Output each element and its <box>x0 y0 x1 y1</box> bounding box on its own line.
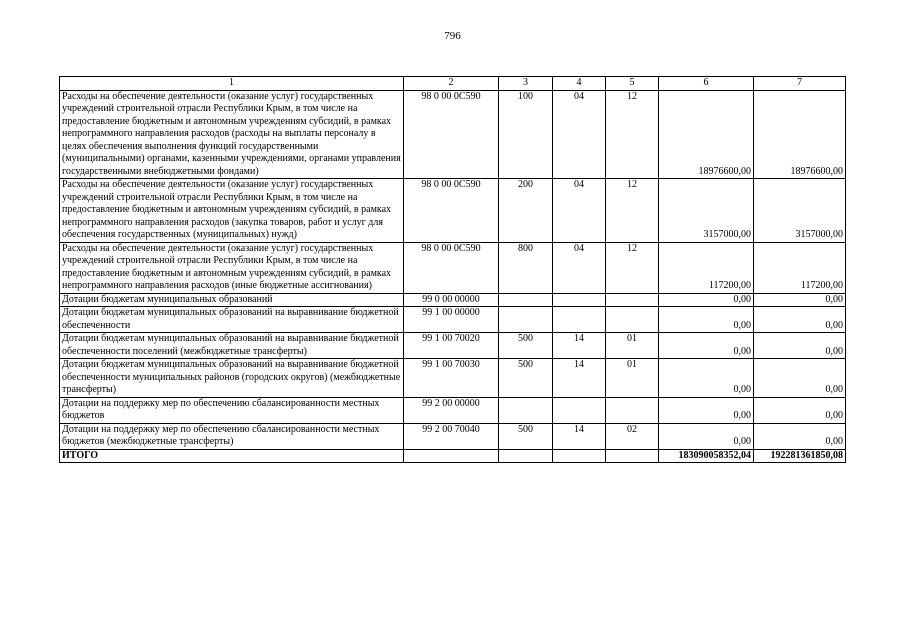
total-amount-col7: 192281361850,08 <box>754 449 846 463</box>
amount-col6: 3157000,00 <box>659 179 754 243</box>
amount-col7: 3157000,00 <box>754 179 846 243</box>
expense-type-code <box>499 397 553 423</box>
amount-col7: 0,00 <box>754 359 846 398</box>
section-code: 04 <box>553 179 606 243</box>
total-amount-col6: 183090058352,04 <box>659 449 754 463</box>
expense-type-code: 100 <box>499 90 553 179</box>
table-row <box>60 307 846 333</box>
header-cell: 3 <box>499 77 553 91</box>
table-row <box>60 90 846 179</box>
table-row <box>60 293 846 307</box>
header-cell: 7 <box>754 77 846 91</box>
empty-cell <box>553 449 606 463</box>
row-description: Расходы на обеспечение деятельности (оказание услуг) государственных учреждений строительной отрасли Республики Крым, в том числе на предоставление бюджетным и автономным учреждениям субсидий, в рамках непрограммного направления расходов (расходы на выплаты персоналу в целях обеспечения выполнения функций государственными (муниципальными) органами, казенными учреждениями, органами управления государственными внебюджетными фондами) <box>60 90 404 179</box>
row-description: Дотации бюджетам муниципальных образований на выравнивание бюджетной обеспеченности <box>60 307 404 333</box>
row-description: Дотации бюджетам муниципальных образований на выравнивание бюджетной обеспеченности поселений (межбюджетные трансферты) <box>60 333 404 359</box>
expense-type-code: 500 <box>499 423 553 449</box>
row-description: Дотации бюджетам муниципальных образований <box>60 293 404 307</box>
empty-cell <box>606 449 659 463</box>
target-article-code: 99 2 00 70040 <box>404 423 499 449</box>
table-row <box>60 423 846 449</box>
amount-col6: 0,00 <box>659 293 754 307</box>
section-code: 14 <box>553 423 606 449</box>
header-cell: 5 <box>606 77 659 91</box>
section-code: 14 <box>553 359 606 398</box>
target-article-code: 99 0 00 00000 <box>404 293 499 307</box>
target-article-code: 98 0 00 0С590 <box>404 90 499 179</box>
header-cell: 2 <box>404 77 499 91</box>
target-article-code: 99 1 00 00000 <box>404 307 499 333</box>
table-row <box>60 179 846 243</box>
section-code <box>553 397 606 423</box>
target-article-code: 99 1 00 70020 <box>404 333 499 359</box>
budget-table <box>59 76 846 463</box>
subsection-code: 12 <box>606 179 659 243</box>
header-cell: 1 <box>60 77 404 91</box>
amount-col6: 0,00 <box>659 333 754 359</box>
header-row <box>60 77 846 91</box>
row-description: Расходы на обеспечение деятельности (оказание услуг) государственных учреждений строительной отрасли Республики Крым, в том числе на предоставление бюджетным и автономным учреждениям субсидий, в рамках непрограммного направления расходов (иные бюджетные ассигнования) <box>60 242 404 293</box>
table-row <box>60 397 846 423</box>
amount-col6: 0,00 <box>659 307 754 333</box>
expense-type-code: 800 <box>499 242 553 293</box>
section-code <box>553 293 606 307</box>
subsection-code <box>606 293 659 307</box>
subsection-code: 12 <box>606 242 659 293</box>
section-code: 14 <box>553 333 606 359</box>
subsection-code: 12 <box>606 90 659 179</box>
expense-type-code <box>499 307 553 333</box>
amount-col7: 0,00 <box>754 333 846 359</box>
amount-col7: 0,00 <box>754 293 846 307</box>
subsection-code: 01 <box>606 359 659 398</box>
section-code: 04 <box>553 90 606 179</box>
target-article-code: 99 2 00 00000 <box>404 397 499 423</box>
amount-col7: 0,00 <box>754 423 846 449</box>
amount-col7: 0,00 <box>754 307 846 333</box>
amount-col7: 0,00 <box>754 397 846 423</box>
empty-cell <box>404 449 499 463</box>
amount-col6: 117200,00 <box>659 242 754 293</box>
subsection-code: 02 <box>606 423 659 449</box>
section-code: 04 <box>553 242 606 293</box>
header-cell: 4 <box>553 77 606 91</box>
amount-col6: 0,00 <box>659 397 754 423</box>
expense-type-code: 200 <box>499 179 553 243</box>
total-label: ИТОГО <box>60 449 404 463</box>
subsection-code <box>606 307 659 333</box>
row-description: Дотации на поддержку мер по обеспечению сбалансированности местных бюджетов <box>60 397 404 423</box>
total-row <box>60 449 846 463</box>
table-row <box>60 333 846 359</box>
row-description: Дотации на поддержку мер по обеспечению сбалансированности местных бюджетов (межбюджетные трансферты) <box>60 423 404 449</box>
amount-col6: 18976600,00 <box>659 90 754 179</box>
target-article-code: 98 0 00 0С590 <box>404 179 499 243</box>
row-description: Дотации бюджетам муниципальных образований на выравнивание бюджетной обеспеченности муниципальных районов (городских округов) (межбюджетные трансферты) <box>60 359 404 398</box>
amount-col6: 0,00 <box>659 423 754 449</box>
page-number: 796 <box>444 30 461 42</box>
amount-col7: 18976600,00 <box>754 90 846 179</box>
subsection-code: 01 <box>606 333 659 359</box>
expense-type-code: 500 <box>499 333 553 359</box>
section-code <box>553 307 606 333</box>
empty-cell <box>499 449 553 463</box>
target-article-code: 99 1 00 70030 <box>404 359 499 398</box>
expense-type-code: 500 <box>499 359 553 398</box>
subsection-code <box>606 397 659 423</box>
target-article-code: 98 0 00 0С590 <box>404 242 499 293</box>
table-row <box>60 359 846 398</box>
expense-type-code <box>499 293 553 307</box>
table-row <box>60 242 846 293</box>
amount-col7: 117200,00 <box>754 242 846 293</box>
row-description: Расходы на обеспечение деятельности (оказание услуг) государственных учреждений строительной отрасли Республики Крым, в том числе на предоставление бюджетным и автономным учреждениям субсидий, в рамках непрограммного направления расходов (закупка товаров, работ и услуг для обеспечения государственных (муниципальных) нужд) <box>60 179 404 243</box>
amount-col6: 0,00 <box>659 359 754 398</box>
header-cell: 6 <box>659 77 754 91</box>
